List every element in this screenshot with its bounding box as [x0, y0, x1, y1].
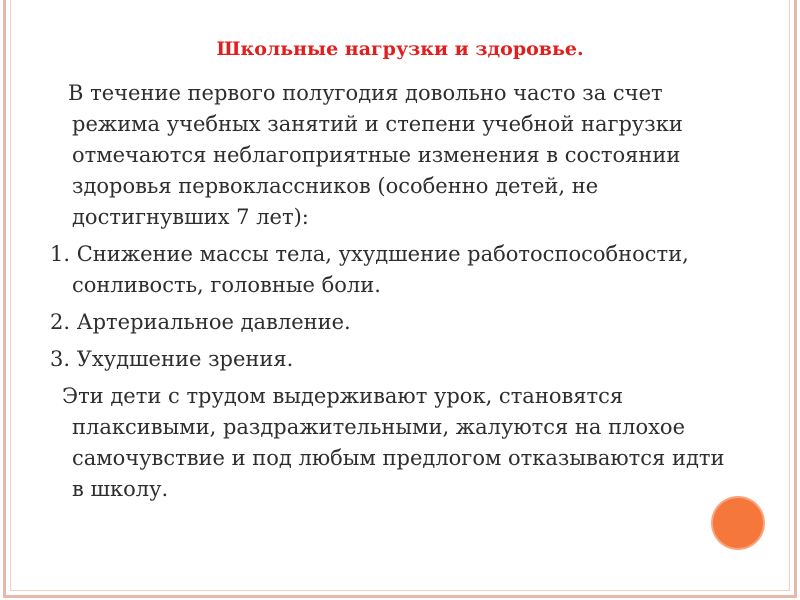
list-item-3: 3. Ухудшение зрения. — [50, 347, 294, 371]
outro-paragraph: Эти дети с трудом выдерживают урок, становятся плаксивыми, раздражительными, жалуются на плохое самочувствие и под любым предлогом отказываются идти в школу. — [62, 384, 725, 501]
list-item-2: 2. Артериальное давление. — [50, 310, 351, 334]
list-item-1: 1. Снижение массы тела, ухудшение работоспособности, сонливость, головные боли. — [50, 242, 689, 297]
intro-paragraph: В течение первого полугодия довольно часто за счет режима учебных занятий и степени учебной нагрузки отмечаются неблагоприятные изменения в состоянии здоровья первоклассников (особенно детей, не достигнувших 7 лет): — [68, 81, 683, 229]
decorative-circle-icon — [713, 498, 763, 548]
slide-title: Школьные нагрузки и здоровье. — [216, 38, 584, 60]
slide-body — [50, 78, 730, 511]
